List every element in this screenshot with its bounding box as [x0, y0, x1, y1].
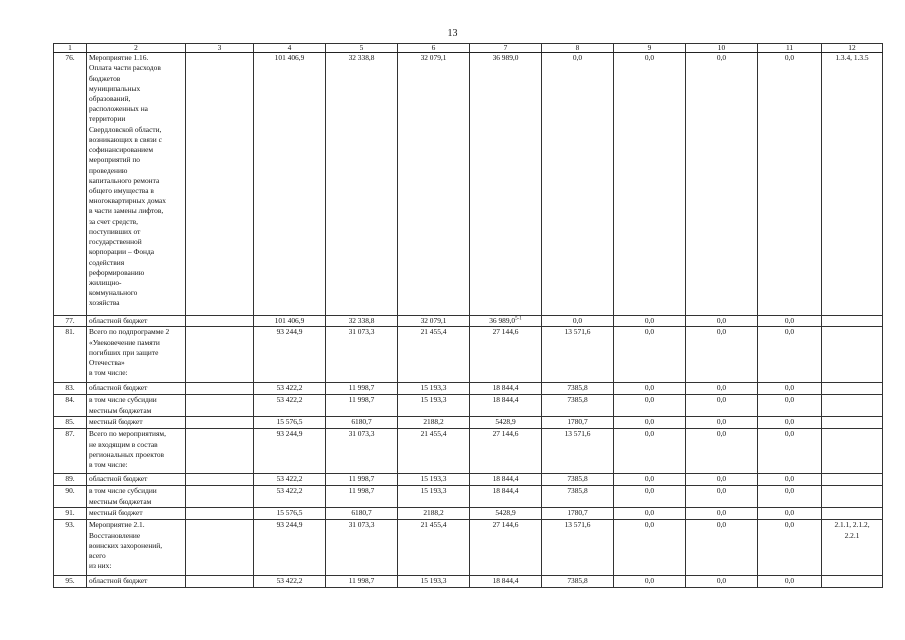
- cell-text: 0,0: [716, 417, 727, 427]
- column-header: 11: [758, 44, 822, 53]
- cell-text: местный бюджет: [89, 417, 143, 427]
- cell-text: 27 144,6: [492, 520, 519, 530]
- cell-c12: [822, 417, 883, 429]
- cell-c6: [398, 520, 470, 576]
- cell-c10: [686, 520, 758, 576]
- cell-c6: [398, 474, 470, 486]
- cell-text: Всего по мероприятиям, не входящим в состав региональных проектов в том числе:: [89, 429, 166, 470]
- cell-c9: [614, 520, 686, 576]
- row-number-cell: [54, 383, 87, 395]
- cell-text: 0,0: [784, 395, 795, 405]
- cell-c7: [470, 316, 542, 327]
- cell-text: 0,0: [644, 520, 655, 530]
- cell-c8: [542, 395, 614, 417]
- cell-c4: [254, 417, 326, 429]
- cell-c7: [470, 383, 542, 395]
- cell-c2: [87, 383, 186, 395]
- cell-c11: [758, 520, 822, 576]
- cell-c12: [822, 474, 883, 486]
- cell-c9: [614, 486, 686, 508]
- cell-text: 6180,7: [351, 417, 372, 427]
- cell-c11: [758, 395, 822, 417]
- cell-text: 53 422,2: [276, 383, 303, 393]
- cell-text: областной бюджет: [89, 383, 148, 393]
- column-header: 5: [326, 44, 398, 53]
- table-row: [54, 316, 883, 327]
- cell-text: 18 844,4: [492, 474, 519, 484]
- cell-c10: [686, 383, 758, 395]
- cell-c3: [186, 383, 254, 395]
- cell-c11: [758, 429, 822, 474]
- cell-c9: [614, 474, 686, 486]
- cell-c7: [470, 576, 542, 588]
- column-header: 6: [398, 44, 470, 53]
- cell-c9: [614, 508, 686, 520]
- cell-text: 0,0: [644, 316, 655, 326]
- column-header: 7: [470, 44, 542, 53]
- cell-text: 0,0: [716, 53, 727, 63]
- cell-text: 0,0: [716, 316, 727, 326]
- cell-c9: [614, 53, 686, 316]
- cell-text: 21 455,4: [420, 429, 447, 439]
- cell-text: 0,0: [784, 429, 795, 439]
- column-header: 10: [686, 44, 758, 53]
- cell-text: областной бюджет: [89, 316, 148, 326]
- cell-c6: [398, 316, 470, 327]
- cell-c9: [614, 327, 686, 383]
- table-row: [54, 429, 883, 474]
- cell-c12: [822, 486, 883, 508]
- cell-c6: [398, 383, 470, 395]
- cell-c9: [614, 316, 686, 327]
- cell-c2: [87, 508, 186, 520]
- cell-c4: [254, 520, 326, 576]
- cell-c10: [686, 576, 758, 588]
- cell-c3: [186, 486, 254, 508]
- cell-c3: [186, 576, 254, 588]
- cell-c10: [686, 316, 758, 327]
- table-row: [54, 520, 883, 576]
- row-number: 87.: [65, 429, 75, 439]
- table-row: [54, 474, 883, 486]
- cell-c12: [822, 429, 883, 474]
- cell-c5: [326, 395, 398, 417]
- cell-text: 5428,9: [495, 508, 516, 518]
- cell-c8: [542, 429, 614, 474]
- cell-c11: [758, 383, 822, 395]
- cell-c4: [254, 474, 326, 486]
- cell-c12: [822, 316, 883, 327]
- cell-text: 27 144,6: [492, 429, 519, 439]
- cell-text: 0,0: [644, 417, 655, 427]
- table-row: [54, 53, 883, 316]
- table-row: [54, 383, 883, 395]
- cell-c5: [326, 508, 398, 520]
- cell-text: 32 079,1: [420, 53, 447, 63]
- cell-c7: [470, 508, 542, 520]
- cell-c3: [186, 508, 254, 520]
- footnote-marker: 5-1: [515, 316, 522, 322]
- cell-c8: [542, 316, 614, 327]
- cell-c6: [398, 576, 470, 588]
- cell-text: 0,0: [784, 327, 795, 337]
- cell-c2: [87, 520, 186, 576]
- table-row: [54, 417, 883, 429]
- cell-text: 31 073,3: [348, 429, 375, 439]
- cell-c11: [758, 474, 822, 486]
- cell-c5: [326, 417, 398, 429]
- row-number-cell: [54, 327, 87, 383]
- column-number-row: [54, 44, 883, 53]
- cell-text: 11 998,7: [348, 383, 375, 393]
- table-row: [54, 508, 883, 520]
- cell-text: 0,0: [784, 576, 795, 586]
- cell-c2: [87, 316, 186, 327]
- cell-text: 0,0: [784, 316, 795, 326]
- cell-text: 11 998,7: [348, 576, 375, 586]
- cell-c9: [614, 383, 686, 395]
- cell-c6: [398, 53, 470, 316]
- cell-c7: [470, 53, 542, 316]
- cell-text: 0,0: [644, 486, 655, 496]
- cell-c5: [326, 520, 398, 576]
- cell-c2: [87, 429, 186, 474]
- cell-c4: [254, 429, 326, 474]
- cell-text: 53 422,2: [276, 395, 303, 405]
- row-number-cell: [54, 486, 87, 508]
- cell-text: 0,0: [644, 429, 655, 439]
- cell-c5: [326, 316, 398, 327]
- cell-text: 18 844,4: [492, 576, 519, 586]
- cell-c4: [254, 383, 326, 395]
- cell-text: 1.3.4, 1.3.5: [835, 53, 869, 63]
- cell-text: областной бюджет: [89, 576, 148, 586]
- row-number: 81.: [65, 327, 75, 337]
- row-number-cell: [54, 53, 87, 316]
- cell-c5: [326, 474, 398, 486]
- cell-c4: [254, 53, 326, 316]
- cell-c6: [398, 429, 470, 474]
- row-number-cell: [54, 576, 87, 588]
- cell-text: 7385,8: [567, 395, 588, 405]
- cell-c12: [822, 53, 883, 316]
- cell-text: Мероприятие 2.1. Восстановление воинских захоронений, всего из них:: [89, 520, 163, 571]
- cell-text: 0,0: [716, 508, 727, 518]
- cell-text: 0,0: [644, 474, 655, 484]
- cell-text: 31 073,3: [348, 520, 375, 530]
- cell-text: 93 244,9: [276, 429, 303, 439]
- page-number: 13: [447, 28, 458, 39]
- row-number: 91.: [65, 508, 75, 518]
- cell-c2: [87, 576, 186, 588]
- cell-c7: [470, 486, 542, 508]
- cell-c3: [186, 316, 254, 327]
- cell-text: 1780,7: [567, 508, 588, 518]
- cell-c6: [398, 327, 470, 383]
- cell-text: 0,0: [644, 327, 655, 337]
- cell-c8: [542, 53, 614, 316]
- row-number: 83.: [65, 383, 75, 393]
- cell-text: 53 422,2: [276, 474, 303, 484]
- cell-c9: [614, 417, 686, 429]
- cell-text: 21 455,4: [420, 520, 447, 530]
- cell-text: 7385,8: [567, 576, 588, 586]
- cell-text: 15 193,3: [420, 486, 447, 496]
- cell-text: 2.1.1, 2.1.2, 2.2.1: [834, 520, 870, 540]
- cell-text: 27 144,6: [492, 327, 519, 337]
- cell-c3: [186, 53, 254, 316]
- cell-text: 93 244,9: [276, 327, 303, 337]
- cell-c3: [186, 429, 254, 474]
- cell-c2: [87, 53, 186, 316]
- cell-text: 0,0: [784, 486, 795, 496]
- cell-text: 11 998,7: [348, 486, 375, 496]
- cell-c2: [87, 486, 186, 508]
- cell-c4: [254, 508, 326, 520]
- cell-text: 5428,9: [495, 417, 516, 427]
- cell-c7: [470, 429, 542, 474]
- cell-c6: [398, 508, 470, 520]
- row-number-cell: [54, 316, 87, 327]
- cell-text: 0,0: [716, 429, 727, 439]
- table-row: [54, 395, 883, 417]
- table-row: [54, 576, 883, 588]
- cell-text: 0,0: [784, 53, 795, 63]
- cell-c4: [254, 576, 326, 588]
- cell-text: 6180,7: [351, 508, 372, 518]
- cell-text: 0,0: [716, 395, 727, 405]
- cell-c10: [686, 395, 758, 417]
- cell-c11: [758, 508, 822, 520]
- cell-text: 0,0: [644, 395, 655, 405]
- cell-text: 0,0: [572, 53, 583, 63]
- cell-text: областной бюджет: [89, 474, 148, 484]
- cell-text: 0,0: [644, 53, 655, 63]
- cell-text: 15 193,3: [420, 383, 447, 393]
- cell-text: 53 422,2: [276, 576, 303, 586]
- cell-c3: [186, 327, 254, 383]
- cell-c6: [398, 486, 470, 508]
- cell-c11: [758, 576, 822, 588]
- cell-text: в том числе субсидии местным бюджетам: [89, 395, 157, 415]
- cell-text: 0,0: [716, 486, 727, 496]
- cell-text: Всего по подпрограмме 2 «Увековечение памяти погибших при защите Отечества» в том числе:: [89, 327, 170, 378]
- cell-text: 0,0: [644, 576, 655, 586]
- cell-text: 36 989,0: [492, 53, 519, 63]
- row-number-cell: [54, 474, 87, 486]
- row-number-cell: [54, 429, 87, 474]
- cell-c10: [686, 508, 758, 520]
- cell-c11: [758, 53, 822, 316]
- row-number: 77.: [65, 316, 75, 326]
- cell-text: в том числе субсидии местным бюджетам: [89, 486, 157, 506]
- cell-text: 0,0: [644, 383, 655, 393]
- column-header: 12: [822, 44, 883, 53]
- cell-c5: [326, 429, 398, 474]
- cell-c12: [822, 576, 883, 588]
- cell-c2: [87, 474, 186, 486]
- row-number: 90.: [65, 486, 75, 496]
- cell-text: 15 576,5: [276, 417, 303, 427]
- cell-c11: [758, 316, 822, 327]
- cell-c12: [822, 395, 883, 417]
- cell-c8: [542, 520, 614, 576]
- cell-c12: [822, 327, 883, 383]
- cell-text: Мероприятие 1.16. Оплата части расходов бюджетов муниципальных образований, расположенных на территории Свердловской области, возникающих в связи с софинансированием мероприятий по проведению капитального ремонта общего имущества в многоквартирных домах в части замены лифтов, за счет средств, поступивших от государственной корпорации – Фонда содействия реформированию жилищно- коммунального хозяйства: [89, 53, 166, 308]
- row-number: 76.: [65, 53, 75, 63]
- row-number: 85.: [65, 417, 75, 427]
- cell-text: 53 422,2: [276, 486, 303, 496]
- column-header: 3: [186, 44, 254, 53]
- program-financing-table: [53, 43, 883, 588]
- cell-c8: [542, 486, 614, 508]
- cell-text: 0,0: [716, 576, 727, 586]
- cell-text: 0,0: [784, 474, 795, 484]
- row-number-cell: [54, 508, 87, 520]
- cell-text: 11 998,7: [348, 474, 375, 484]
- cell-text: 13 571,6: [564, 327, 591, 337]
- cell-c12: [822, 520, 883, 576]
- row-number-cell: [54, 520, 87, 576]
- cell-text: 0,0: [572, 316, 583, 326]
- cell-text: 15 193,3: [420, 474, 447, 484]
- cell-c12: [822, 383, 883, 395]
- cell-text: 2188,2: [423, 508, 444, 518]
- cell-c7: [470, 520, 542, 576]
- cell-text: 7385,8: [567, 486, 588, 496]
- row-number: 95.: [65, 576, 75, 586]
- table-row: [54, 327, 883, 383]
- cell-c3: [186, 520, 254, 576]
- cell-c3: [186, 474, 254, 486]
- cell-c5: [326, 576, 398, 588]
- cell-c3: [186, 395, 254, 417]
- cell-c5: [326, 53, 398, 316]
- cell-c6: [398, 417, 470, 429]
- cell-text: 32 338,8: [348, 316, 375, 326]
- cell-c4: [254, 486, 326, 508]
- cell-text: 36 989,0: [489, 316, 516, 326]
- cell-text: 15 576,5: [276, 508, 303, 518]
- cell-text: 21 455,4: [420, 327, 447, 337]
- cell-c4: [254, 316, 326, 327]
- table-row: [54, 486, 883, 508]
- cell-text: 2188,2: [423, 417, 444, 427]
- cell-text: 32 079,1: [420, 316, 447, 326]
- cell-text: 18 844,4: [492, 383, 519, 393]
- column-header: 8: [542, 44, 614, 53]
- cell-text: 0,0: [784, 520, 795, 530]
- cell-text: 7385,8: [567, 383, 588, 393]
- cell-c7: [470, 395, 542, 417]
- cell-text: 0,0: [784, 417, 795, 427]
- row-number: 89.: [65, 474, 75, 484]
- cell-c8: [542, 383, 614, 395]
- cell-text: 0,0: [716, 520, 727, 530]
- row-number-cell: [54, 417, 87, 429]
- cell-text: 0,0: [784, 508, 795, 518]
- cell-c8: [542, 327, 614, 383]
- cell-c2: [87, 417, 186, 429]
- cell-text: 18 844,4: [492, 395, 519, 405]
- row-number-cell: [54, 395, 87, 417]
- column-header: 2: [87, 44, 186, 53]
- cell-text: 31 073,3: [348, 327, 375, 337]
- cell-c11: [758, 417, 822, 429]
- cell-text: 13 571,6: [564, 429, 591, 439]
- cell-text: 18 844,4: [492, 486, 519, 496]
- cell-c7: [470, 327, 542, 383]
- cell-c2: [87, 395, 186, 417]
- cell-text: 11 998,7: [348, 395, 375, 405]
- cell-c2: [87, 327, 186, 383]
- row-number: 84.: [65, 395, 75, 405]
- cell-text: 1780,7: [567, 417, 588, 427]
- cell-c8: [542, 508, 614, 520]
- cell-c6: [398, 395, 470, 417]
- cell-text: 0,0: [716, 383, 727, 393]
- column-header: 1: [54, 44, 87, 53]
- cell-c8: [542, 576, 614, 588]
- cell-c5: [326, 486, 398, 508]
- cell-text: 0,0: [716, 327, 727, 337]
- cell-text: 101 406,9: [274, 53, 305, 63]
- cell-text: 0,0: [716, 474, 727, 484]
- cell-text: 15 193,3: [420, 395, 447, 405]
- row-number: 93.: [65, 520, 75, 530]
- cell-text: 7385,8: [567, 474, 588, 484]
- cell-text: 32 338,8: [348, 53, 375, 63]
- cell-c10: [686, 417, 758, 429]
- cell-text: местный бюджет: [89, 508, 143, 518]
- cell-text: 13 571,6: [564, 520, 591, 530]
- cell-c5: [326, 383, 398, 395]
- cell-c9: [614, 395, 686, 417]
- cell-c10: [686, 474, 758, 486]
- cell-c10: [686, 327, 758, 383]
- cell-text: 0,0: [784, 383, 795, 393]
- cell-c4: [254, 327, 326, 383]
- column-header: 4: [254, 44, 326, 53]
- cell-c10: [686, 53, 758, 316]
- cell-c7: [470, 417, 542, 429]
- cell-c8: [542, 474, 614, 486]
- cell-c7: [470, 474, 542, 486]
- cell-c12: [822, 508, 883, 520]
- cell-c10: [686, 429, 758, 474]
- cell-c5: [326, 327, 398, 383]
- cell-c3: [186, 417, 254, 429]
- cell-text: 15 193,3: [420, 576, 447, 586]
- cell-c11: [758, 327, 822, 383]
- cell-c4: [254, 395, 326, 417]
- cell-c9: [614, 429, 686, 474]
- column-header: 9: [614, 44, 686, 53]
- cell-text: 0,0: [644, 508, 655, 518]
- cell-c10: [686, 486, 758, 508]
- cell-c8: [542, 417, 614, 429]
- cell-text: 93 244,9: [276, 520, 303, 530]
- cell-c9: [614, 576, 686, 588]
- cell-text: 101 406,9: [274, 316, 305, 326]
- cell-c11: [758, 486, 822, 508]
